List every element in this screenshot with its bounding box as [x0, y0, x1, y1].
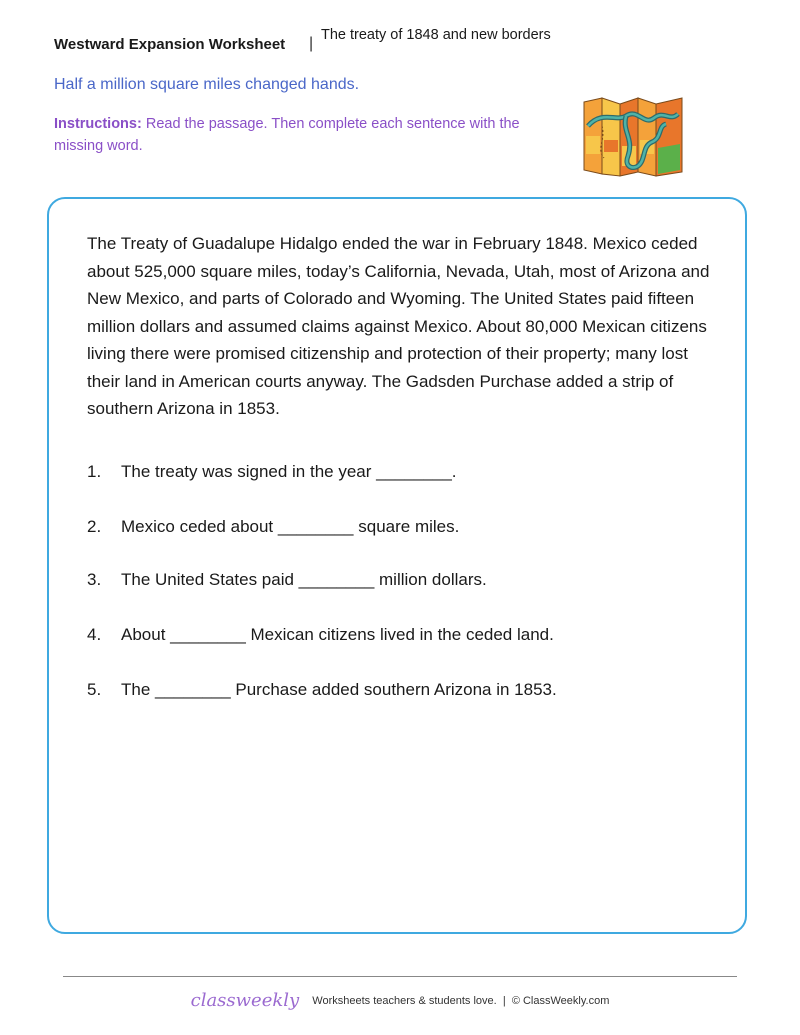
instructions [54, 113, 564, 157]
instructions-label: Instructions: [54, 116, 142, 132]
instructions-text: Read the passage. Then complete each sentence with the missing word. [54, 116, 520, 154]
question-item [87, 625, 554, 645]
question-number: 2. [87, 517, 102, 536]
question-text: About ________ Mexican citizens lived in the ceded land. [121, 625, 554, 644]
question-text: Mexico ceded about ________ square miles. [121, 517, 460, 536]
tagline: Half a million square miles changed hands. [54, 76, 360, 93]
worksheet-subtitle: The treaty of 1848 and new borders [321, 27, 551, 43]
passage-box [47, 197, 747, 934]
question-text: The United States paid ________ million dollars. [121, 570, 487, 589]
folded-map-icon [582, 96, 686, 178]
footer-separator: | [502, 995, 506, 1007]
page-footer [0, 990, 800, 1011]
header-separator: | [309, 35, 314, 52]
brand-logo: classweekly [190, 990, 300, 1011]
question-item [87, 462, 457, 482]
footer-divider [63, 976, 737, 977]
question-text: The ________ Purchase added southern Arizona in 1853. [121, 680, 557, 699]
question-item [87, 680, 557, 700]
footer-tagline: Worksheets teachers & students love. [312, 995, 497, 1007]
worksheet-title: Westward Expansion Worksheet [54, 36, 286, 53]
question-number: 1. [87, 462, 102, 481]
question-text: The treaty was signed in the year ________. [121, 462, 457, 481]
worksheet-header [54, 28, 554, 62]
footer-copyright: © ClassWeekly.com [511, 995, 610, 1007]
reading-passage: The Treaty of Guadalupe Hidalgo ended the war in February 1848. Mexico ceded about 525,000 square miles, today’s California, Nevada, Utah, most of Arizona and New Mexico, and parts of Colorado and Wyoming. The United States paid fifteen million dollars and assumed claims against Mexico. About 80,000 Mexican citizens living there were promised citizenship and protection of their property; many lost their land in American courts anyway. The Gadsden Purchase added a strip of southern Arizona in 1853. [87, 234, 710, 418]
question-number: 5. [87, 680, 102, 699]
question-item [87, 517, 459, 537]
question-number: 4. [87, 625, 102, 644]
question-item [87, 570, 487, 590]
question-number: 3. [87, 570, 102, 589]
